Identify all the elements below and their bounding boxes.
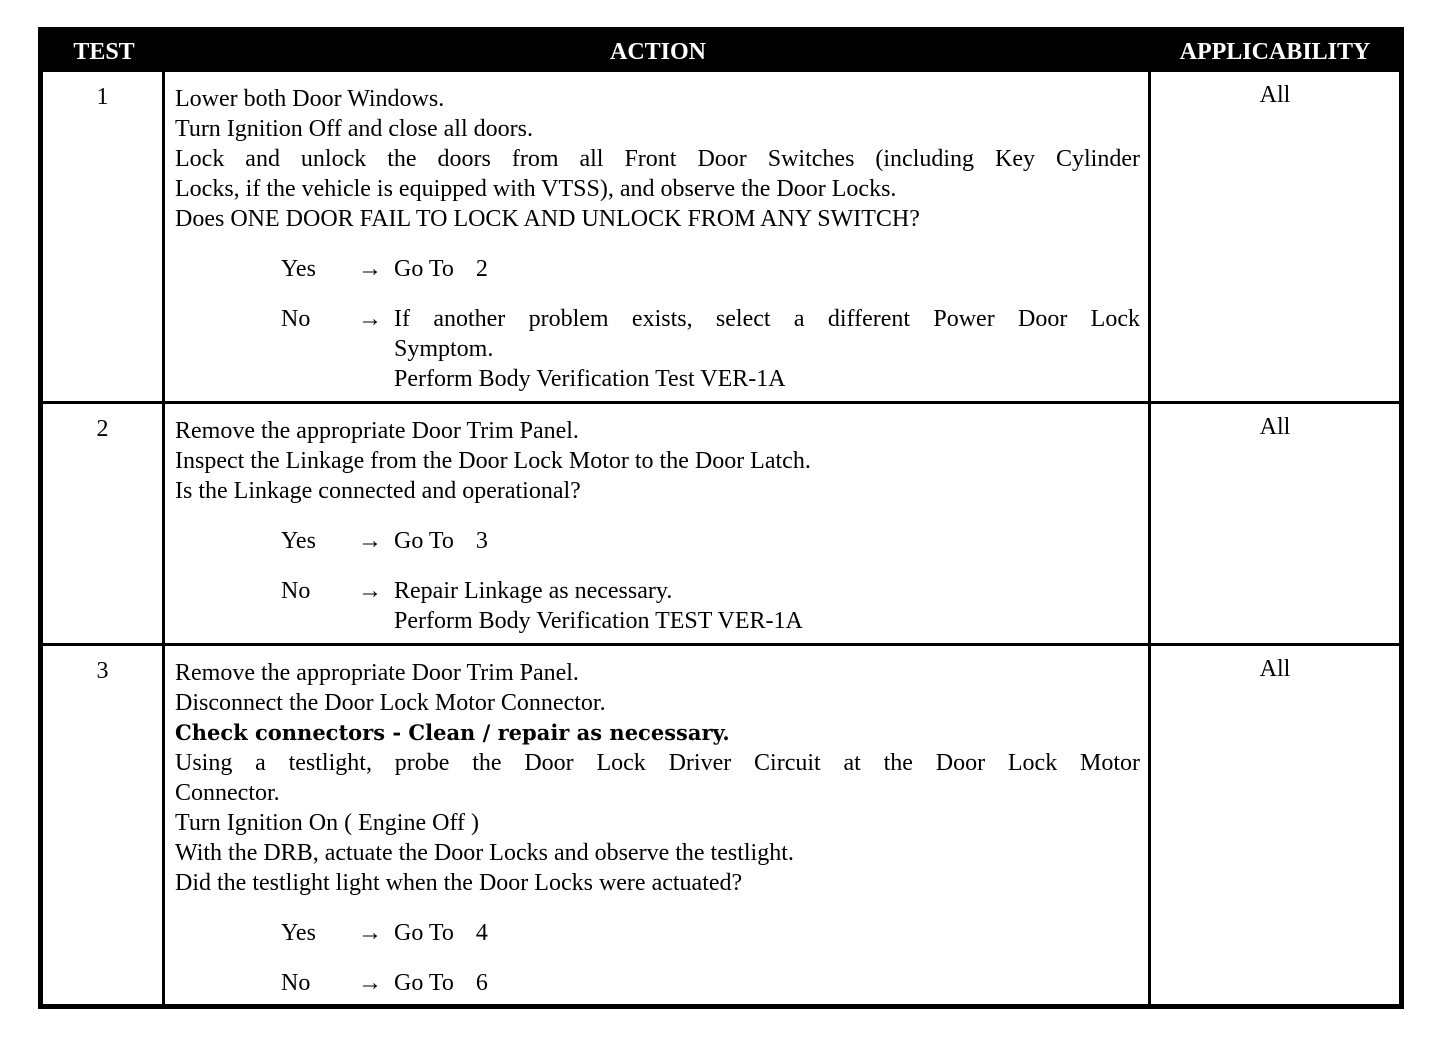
applicability-cell: All <box>1259 656 1291 682</box>
action-line: Inspect the Linkage from the Door Lock Motor to the Door Latch. <box>175 448 811 474</box>
header-applicability: APPLICABILITY <box>1179 39 1371 65</box>
action-line: Is the Linkage connected and operational? <box>175 478 581 504</box>
arrow-icon: → <box>358 256 382 282</box>
action-line: Locks, if the vehicle is equipped with VTSS), and observe the Door Locks. <box>175 176 897 202</box>
applicability-cell: All <box>1259 414 1291 440</box>
header-test: TEST <box>73 39 135 65</box>
test-number: 3 <box>43 646 165 1004</box>
goto-number: 4 <box>475 920 488 946</box>
goto-number: 6 <box>475 970 488 996</box>
no-target <box>394 968 1140 998</box>
action-line: Connector. <box>175 780 280 806</box>
action-line: Disconnect the Door Lock Motor Connector. <box>175 690 606 716</box>
no-branch <box>175 576 1140 636</box>
no-line: Repair Linkage as necessary. <box>394 578 673 604</box>
action-cell <box>165 72 1151 401</box>
goto-number: 2 <box>475 256 488 282</box>
yes-branch <box>175 254 1140 284</box>
no-line: Perform Body Verification TEST VER-1A <box>394 608 803 634</box>
test-number: 2 <box>43 404 165 643</box>
no-line: Perform Body Verification Test VER-1A <box>394 366 786 392</box>
goto-text: Go To <box>394 970 454 996</box>
yes-target <box>394 526 1140 556</box>
action-line: Lower both Door Windows. <box>175 86 445 112</box>
no-branch <box>175 304 1140 394</box>
diagnostic-table <box>38 27 1404 1009</box>
no-branch <box>175 968 1140 998</box>
header-action: ACTION <box>609 39 706 65</box>
no-label: No <box>281 970 311 996</box>
no-line: If another problem exists, select a different Power Door Lock <box>394 306 1140 332</box>
action-line: Turn Ignition Off and close all doors. <box>175 116 533 142</box>
no-label: No <box>281 306 311 332</box>
action-line-bold: Check connectors - Clean / repair as necessary. <box>175 720 730 745</box>
action-line: Remove the appropriate Door Trim Panel. <box>175 660 579 686</box>
yes-branch <box>175 918 1140 948</box>
action-line: Using a testlight, probe the Door Lock Driver Circuit at the Door Lock Motor <box>175 750 1140 776</box>
arrow-icon: → <box>358 528 382 554</box>
yes-label: Yes <box>281 528 316 554</box>
no-label: No <box>281 578 311 604</box>
action-line: Does ONE DOOR FAIL TO LOCK AND UNLOCK FROM ANY SWITCH? <box>175 206 920 232</box>
yes-target <box>394 254 1140 284</box>
action-line: Remove the appropriate Door Trim Panel. <box>175 418 579 444</box>
goto-text: Go To <box>394 528 454 554</box>
goto-text: Go To <box>394 256 454 282</box>
action-cell <box>165 404 1151 643</box>
arrow-icon: → <box>358 920 382 946</box>
action-line: Turn Ignition On ( Engine Off ) <box>175 810 479 836</box>
table-header <box>43 32 1399 72</box>
arrow-icon: → <box>358 970 382 996</box>
yes-branch <box>175 526 1140 556</box>
yes-label: Yes <box>281 256 316 282</box>
test-number: 1 <box>43 72 165 401</box>
no-line: Symptom. <box>394 336 494 362</box>
yes-target <box>394 918 1140 948</box>
action-line: With the DRB, actuate the Door Locks and observe the testlight. <box>175 840 794 866</box>
table-row <box>43 401 1399 643</box>
applicability-cell: All <box>1259 82 1291 108</box>
action-line: Did the testlight light when the Door Locks were actuated? <box>175 870 743 896</box>
table-row <box>43 72 1399 401</box>
yes-label: Yes <box>281 920 316 946</box>
table-row <box>43 643 1399 1004</box>
arrow-icon: → <box>358 306 382 332</box>
no-target <box>394 304 1140 394</box>
no-target <box>394 576 1140 636</box>
action-line: Lock and unlock the doors from all Front Door Switches (including Key Cylinder <box>175 146 1140 172</box>
goto-text: Go To <box>394 920 454 946</box>
arrow-icon: → <box>358 578 382 604</box>
action-cell <box>165 646 1151 1004</box>
goto-number: 3 <box>475 528 488 554</box>
